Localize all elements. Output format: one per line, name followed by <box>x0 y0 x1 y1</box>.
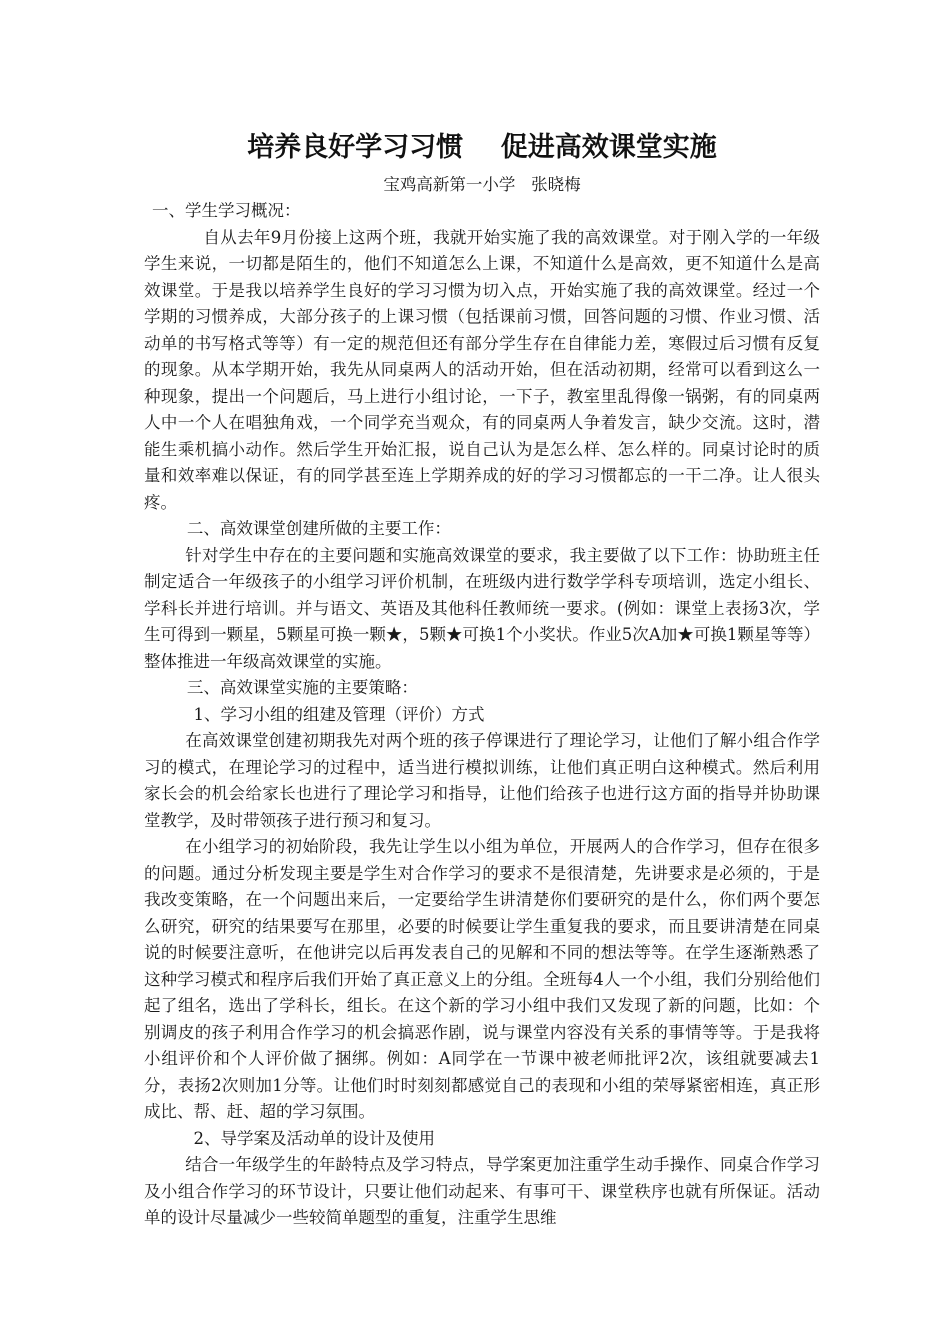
section-heading-3: 三、高效课堂实施的主要策略： <box>186 678 418 697</box>
section-heading-1: 一、学生学习概况： <box>152 201 301 220</box>
paragraph-4: 在小组学习的初始阶段，我先让学生以小组为单位，开展两人的合作学习，但存在很多的问题。通过分析发现主要是学生对合作学习的要求不是很清楚，先讲要求是必须的，于是我改变策略，在一个问题出来后，一定要给学生讲清楚你们要研究的是什么，你们两个要怎么研究，研究的结果要写在那里，必要的时候要让学生重复我的要求，而且要讲清楚在同桌说的时候要注意听，在他讲完以后再发表自己的见解和不同的想法等等。在学生逐渐熟悉了这种学习模式和程序后我们开始了真正意义上的分组。全班每4人一个小组，我们分别给他们起了组名，选出了学科长，组长。在这个新的学习小组中我们又发现了新的问题，比如：个别调皮的孩子利用合作学习的机会搞恶作剧，说与课堂内容没有关系的事情等等。于是我将小组评价和个人评价做了捆绑。例如：A同学在一节课中被老师批评2次，该组就要减去1分，表扬2次则加1分等。让他们时时刻刻都感觉自己的表现和小组的荣辱紧密相连，真正形成比、帮、赶、超的学习氛围。 <box>144 837 820 1121</box>
paragraph-1: 自从去年9月份接上这两个班，我就开始实施了我的高效课堂。对于刚入学的一年级学生来说，一切都是陌生的，他们不知道怎么上课，不知道什么是高效，更不知道什么是高效课堂。于是我以培养学生良好的学习习惯为切入点，开始实施了我的高效课堂。经过一个学期的习惯养成，大部分孩子的上课习惯（包括课前习惯，回答问题的习惯、作业习惯、活动单的书写格式等等）有一定的规范但还有部分学生存在自律能力差，寒假过后习惯有反复的现象。从本学期开始，我先从同桌两人的活动开始，但在活动初期，经常可以看到这么一种现象，提出一个问题后，马上进行小组讨论，一下子，教室里乱得像一锅粥，有的同桌两人中一个人在唱独角戏，一个同学充当观众，有的同桌两人争着发言，缺少交流。这时，潜能生乘机搞小动作。然后学生开始汇报，说自己认为是怎么样、怎么样的。同桌讨论时的质量和效率难以保证，有的同学甚至连上学期养成的好的学习习惯都忘的一干二净。让人很头疼。 <box>144 227 820 512</box>
section-heading-2: 二、高效课堂创建所做的主要工作： <box>186 519 451 538</box>
paragraph-5: 结合一年级学生的年龄特点及学习特点，导学案更加注重学生动手操作、同桌合作学习及小组合作学习的环节设计，只要让他们动起来、有事可干、课堂秩序也就有所保证。活动单的设计尽量减少一些较简单题型的重复，注重学生思维 <box>144 1155 820 1227</box>
author-line: 宝鸡高新第一小学 张晓梅 <box>383 175 581 194</box>
paragraph-3: 在高效课堂创建初期我先对两个班的孩子停课进行了理论学习，让他们了解小组合作学习的模式，在理论学习的过程中，适当进行模拟训练，让他们真正明白这种模式。然后利用家长会的机会给家长也进行了理论学习和指导，让他们给孩子也进行这方面的指导并协助课堂教学，及时带领孩子进行预习和复习。 <box>144 731 820 830</box>
document-title: 培养良好学习习惯 促进高效课堂实施 <box>247 132 717 163</box>
subsection-heading-2: 2、导学案及活动单的设计及使用 <box>193 1128 435 1148</box>
document-page <box>144 128 820 1232</box>
subsection-heading-1: 1、学习小组的组建及管理（评价）方式 <box>193 704 485 724</box>
paragraph-2: 针对学生中存在的主要问题和实施高效课堂的要求，我主要做了以下工作：协助班主任制定适合一年级孩子的小组学习评价机制，在班级内进行数学学科专项培训，选定小组长、学科长并进行培训。并与语文、英语及其他科任教师统一要求。(例如：课堂上表扬3次，学生可得到一颗星，5颗星可换一颗★，5颗★可换1个小奖状。作业5次A加★可换1颗星等等）整体推进一年级高效课堂的实施。 <box>144 545 820 671</box>
